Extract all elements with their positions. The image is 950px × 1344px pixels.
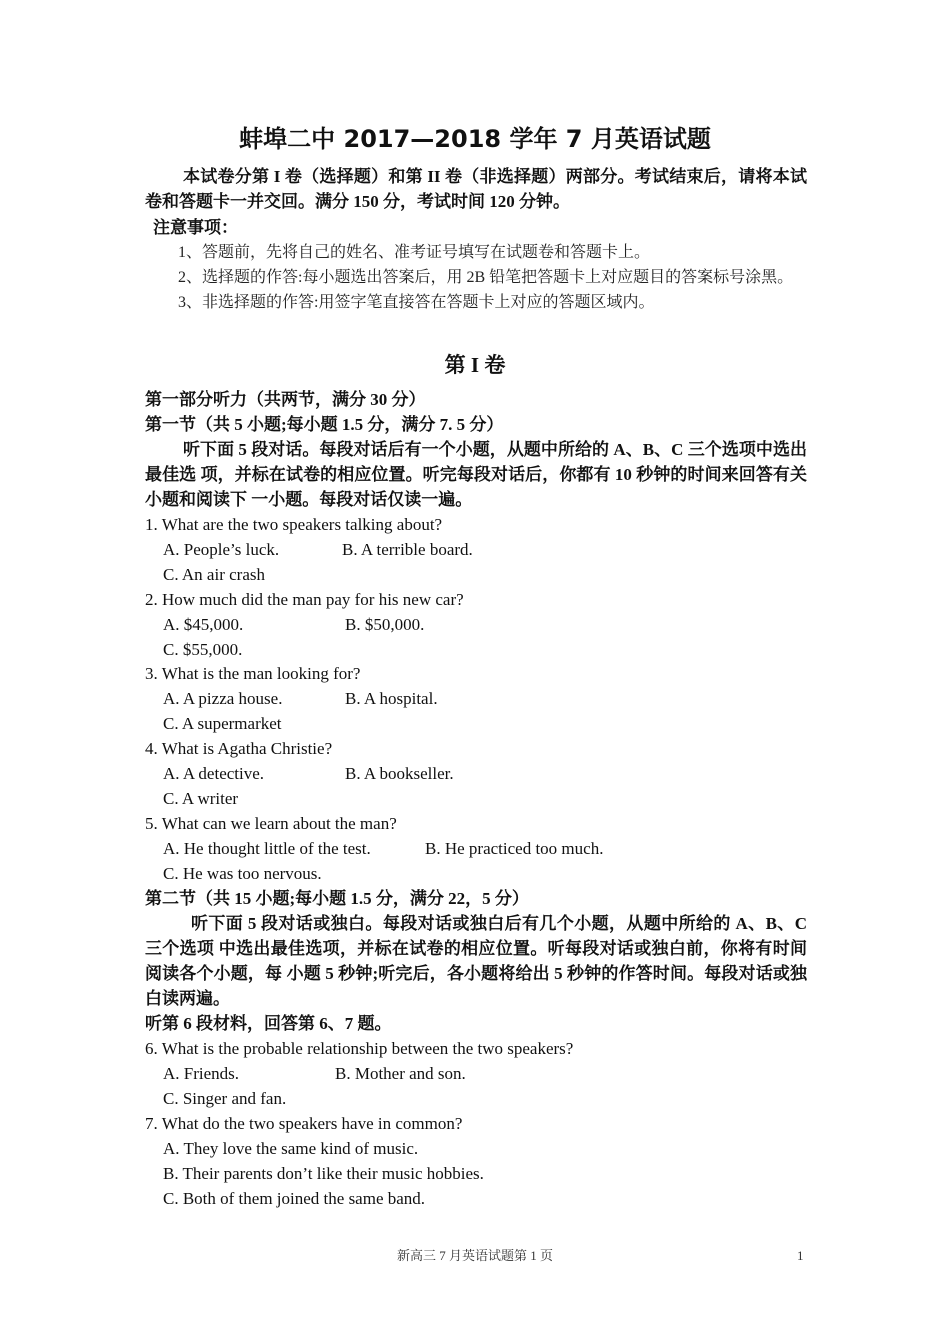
question-1: 1. What are the two speakers talking about? xyxy=(145,514,443,534)
exam-title: 蚌埠二中 2017—2018 学年 7 月英语试题 xyxy=(239,125,711,153)
notice-item: 2、选择题的作答:每小题选出答案后，用 2B 铅笔把答题卡上对应题目的答案标号涂黑。 xyxy=(178,269,794,286)
question-3: 3. What is the man looking for? xyxy=(145,664,361,684)
option-c: C. $55,000. xyxy=(163,639,243,659)
question-5: 5. What can we learn about the man? xyxy=(145,814,397,834)
option-a: A. $45,000. xyxy=(163,614,244,634)
option-a: A. He thought little of the test. xyxy=(163,839,371,859)
notice-item: 1、答题前，先将自己的姓名、准考证号填写在试题卷和答题卡上。 xyxy=(178,244,651,261)
options-row xyxy=(145,837,807,862)
option-c: C. Singer and fan. xyxy=(163,1088,287,1108)
option-b: B. A hospital. xyxy=(345,689,438,709)
option-b: B. A bookseller. xyxy=(345,764,454,784)
options-row xyxy=(145,762,807,787)
question-4: 4. What is Agatha Christie? xyxy=(145,739,333,759)
options-row xyxy=(145,538,807,563)
question-6: 6. What is the probable relationship between the two speakers? xyxy=(145,1038,574,1058)
page-footer: 新高三 7 月英语试题第 1 页 xyxy=(396,1248,553,1263)
option-b: B. Mother and son. xyxy=(335,1063,466,1083)
option-c: C. A supermarket xyxy=(163,714,282,734)
option-b: B. He practiced too much. xyxy=(425,839,604,859)
exam-body xyxy=(145,388,807,1211)
options-row xyxy=(145,613,807,638)
option-c: C. Both of them joined the same band. xyxy=(163,1188,426,1208)
option-b: B. Their parents don’t like their music hobbies. xyxy=(163,1163,484,1183)
material6-heading: 听第 6 段材料，回答第 6、7 题。 xyxy=(145,1013,392,1033)
section2-directions: 听下面 5 段对话或独白。每段对话或独白后有几个小题，从题中所给的 A、B、C 三个选项 中选出最佳选项，并标在试卷的相应位置。听每段对话或独白前，你将有时间阅读各个小题，每 小题 5 秒钟;听完后，各小题将给出 5 秒钟的作答时间。每段对话或独白读两遍。 xyxy=(145,914,807,1008)
option-c: C. He was too nervous. xyxy=(163,864,322,884)
notice-heading: 注意事项： xyxy=(153,218,238,237)
option-a: A. Friends. xyxy=(163,1063,240,1083)
option-b: B. $50,000. xyxy=(345,614,425,634)
option-b: B. A terrible board. xyxy=(342,539,473,559)
section1-directions: 听下面 5 段对话。每段对话后有一个小题，从题中所给的 A、B、C 三个选项中选出最佳选 项，并标在试卷的相应位置。听完每段对话后，你都有 10 秒钟的时间来回答有关小题和阅读下 一小题。每段对话仅读一遍。 xyxy=(145,439,807,509)
part1-heading: 第一部分听力（共两节，满分 30 分） xyxy=(145,390,426,409)
question-2: 2. How much did the man pay for his new car? xyxy=(145,589,464,609)
section1-heading: 第一节（共 5 小题;每小题 1.5 分，满分 7. 5 分） xyxy=(145,414,504,434)
options-row xyxy=(145,1062,807,1087)
notice-list xyxy=(178,240,810,315)
question-7: 7. What do the two speakers have in common? xyxy=(145,1113,463,1133)
intro-paragraph: 本试卷分第 I 卷（选择题）和第 II 卷（非选择题）两部分。考试结束后，请将本试卷和答题卡一并交回。满分 150 分，考试时间 120 分钟。 xyxy=(145,167,807,211)
options-row xyxy=(145,687,807,712)
option-a: A. They love the same kind of music. xyxy=(163,1138,419,1158)
option-a: A. A detective. xyxy=(163,764,265,784)
section2-heading: 第二节（共 15 小题;每小题 1.5 分，满分 22，5 分） xyxy=(145,889,529,909)
notice-item: 3、非选择题的作答:用签字笔直接答在答题卡上对应的答题区域内。 xyxy=(178,294,655,311)
option-c: C. A writer xyxy=(163,789,239,809)
option-a: A. People’s luck. xyxy=(163,539,280,559)
option-a: A. A pizza house. xyxy=(163,689,283,709)
page-number: 1 xyxy=(797,1248,804,1263)
option-c: C. An air crash xyxy=(163,564,265,584)
volume-title: 第 I 卷 xyxy=(444,353,506,377)
